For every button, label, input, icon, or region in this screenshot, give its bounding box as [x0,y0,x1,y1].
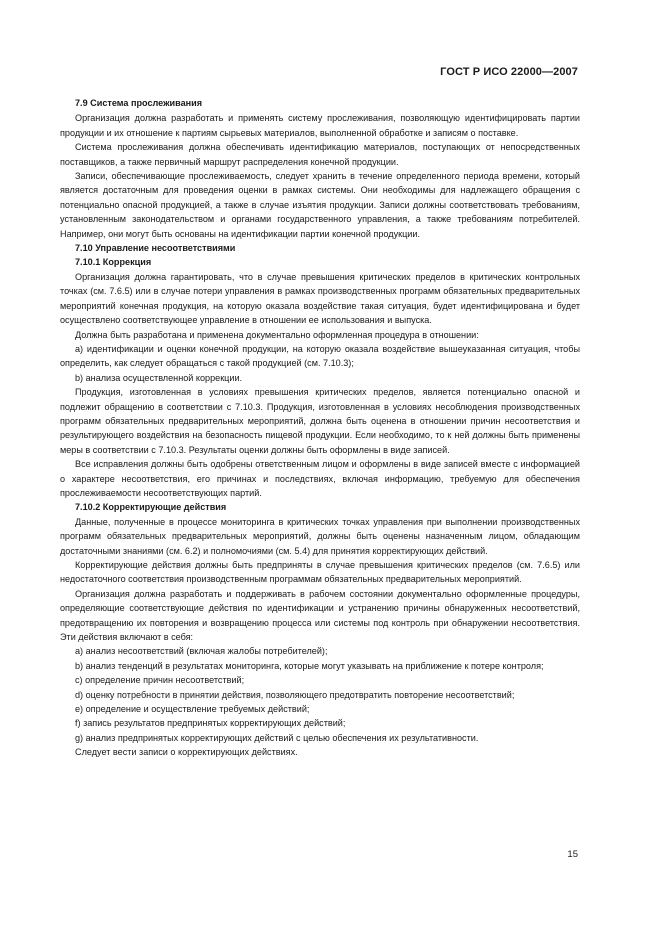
page-number: 15 [567,849,578,860]
paragraph: Корректирующие действия должны быть предприняты в случае превышения критических пределов (см. 7.6.5) или недостаточного соответствия производственным программам обязательных предварительных мероприятий. [60,560,580,585]
section-heading-7-9: 7.9 Система прослеживания [75,98,203,108]
list-item: g) анализ предпринятых корректирующих действий с целью обеспечения их результативности. [75,732,479,743]
list-item: f) запись результатов предпринятых корректирующих действий; [75,718,346,729]
list-item: a) анализ несоответствий (включая жалобы потребителей); [75,646,328,657]
paragraph: Организация должна разработать и применять систему прослеживания, позволяющую идентифицировать партии продукции и их отношение к партиям сырьевых материалов, выполненной обработке и записям о поставке. [60,113,580,138]
paragraph: Организация должна гарантировать, что в случае превышения критических пределов в критических контрольных точках (см. 7.6.5) или в случае потери управления в рамках производственных программ обязательных предварительных мероприятий конечная продукция, на которую оказала воздействие такая ситуация, будет идентифицирована и будет осуществлено соответствующее управление в отношении ее использования и выпуска. [60,271,580,326]
list-item: b) анализа осуществленной коррекции. [75,372,243,383]
subsection-heading-7-10-2: 7.10.2 Корректирующие действия [75,502,227,513]
paragraph: Организация должна разработать и поддерживать в рабочем состоянии документально оформленные процедуры, определяющие соответствующие действия по идентификации и устранению причины обнаруженных несоответствий, предотвращению их повторения и возвращению процесса или системы под контроль при обнаружении несоответствия. Эти действия включают в себя: [60,588,580,643]
section-heading-7-10: 7.10 Управление несоответствиями [75,243,236,254]
paragraph: Должна быть разработана и применена документально оформленная процедура в отношении: [75,329,479,340]
paragraph: Данные, полученные в процессе мониторинга в критических точках управления при выполнении производственных программ обязательных предварительных мероприятий, должны быть оценены назначенным лицом, обладающим достаточными знаниями (см. 6.2) и полномочиями (см. 5.4) для принятия корректирующих действий. [60,516,580,556]
list-item: c) определение причин несоответствий; [75,675,245,686]
list-item: d) оценку потребности в принятии действия, позволяющего предотвратить повторение несоответствий; [75,689,515,700]
list-item: a) идентификации и оценки конечной продукции, на которую оказала воздействие вышеуказанная ситуация, чтобы определить, как следует обращаться с такой продукцией (см. 7.10.3); [60,343,580,369]
paragraph: Все исправления должны быть одобрены ответственным лицом и оформлены в виде записей вместе с информацией о характере несоответствия, его причинах и последствиях, включая информацию, требуемую для обеспечения прослеживаемости несоответствующих партий. [60,459,580,498]
paragraph: Записи, обеспечивающие прослеживаемость, следует хранить в течение определенного периода времени, который является достаточным для проведения оценки в рамках системы. Они необходимы для надлежащего обращения с потенциально опасной продукцией, а также в случае изъятия продукции. Записи должны соответствовать требованиям, установленным законодательством и органами государственного управления, а также требованиям потребителей. Например, они могут быть основаны на идентификации партии конечной продукции. [60,171,580,239]
page-content [60,96,580,760]
list-item: e) определение и осуществление требуемых действий; [75,704,310,715]
subsection-heading-7-10-1: 7.10.1 Коррекция [75,257,152,268]
paragraph: Продукция, изготовленная в условиях превышения критических пределов, является потенциально опасной и подлежит обращению в соответствии с 7.10.3. Продукция, изготовленная в условиях несоблюдения производственных программ обязательных предварительных мероприятий, должна быть оценена в отношении причин несоответствия и результирующего воздействия на безопасность пищевой продукции. Если необходимо, то к ней должны быть применены меры в соответствии с 7.10.3. Результаты оценки должны быть оформлены в виде записей. [60,387,580,455]
paragraph: Система прослеживания должна обеспечивать идентификацию материалов, поступающих от непосредственных поставщиков, а также первичный маршрут распределения конечной продукции. [60,142,580,167]
list-item: b) анализ тенденций в результатах мониторинга, которые могут указывать на приближение к потере контроля; [75,660,544,671]
paragraph: Следует вести записи о корректирующих действиях. [75,747,298,758]
standard-header: ГОСТ Р ИСО 22000—2007 [440,66,578,78]
